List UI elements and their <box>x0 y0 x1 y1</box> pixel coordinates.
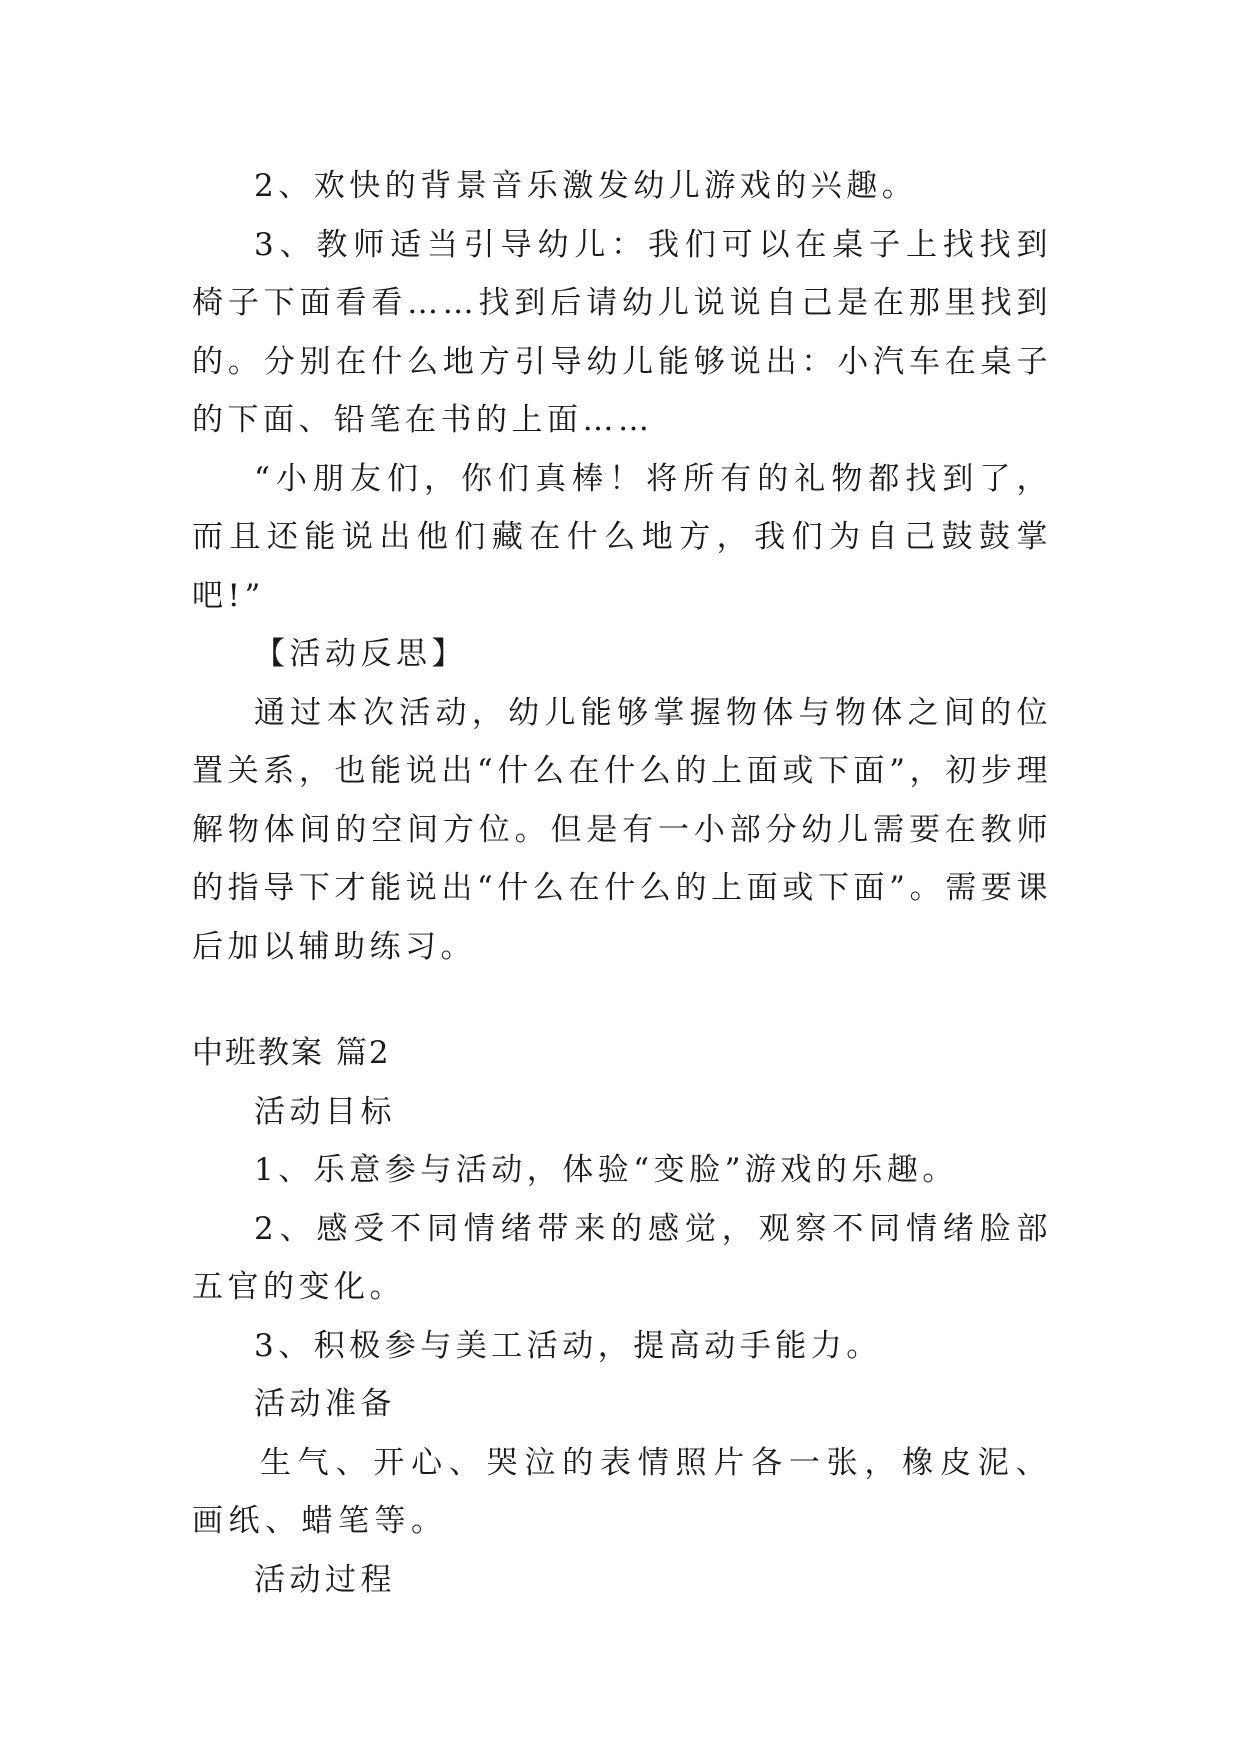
goal-item-1: 1、乐意参与活动，体验“变脸”游戏的乐趣。 <box>254 1152 958 1188</box>
activity-process-heading: 活动过程 <box>254 1561 396 1598</box>
activity-reflection-heading: 【活动反思】 <box>254 636 467 672</box>
activity-preparation-heading: 活动准备 <box>254 1386 396 1422</box>
paragraph-music: 2、欢快的背景音乐激发幼儿游戏的兴趣。 <box>254 168 918 204</box>
goal-item-3: 3、积极参与美工活动，提高动手能力。 <box>254 1327 882 1364</box>
activity-goals-heading: 活动目标 <box>254 1093 396 1130</box>
document-page <box>192 157 1052 1609</box>
paragraph-reflection: 通过本次活动，幼儿能够掌握物体与物体之间的位置关系，也能说出“什么在什么的上面或下面”，初步理解物体间的空间方位。但是有一小部分幼儿需要在教师的指导下才能说出“什么在什么的上面或下面”。需要课后加以辅助练习。 <box>192 694 1052 965</box>
section-heading: 中班教案 篇2 <box>192 1035 391 1071</box>
goal-item-2: 2、感受不同情绪带来的感觉，观察不同情绪脸部五官的变化。 <box>192 1210 1052 1305</box>
paragraph-teacher-guide: 3、教师适当引导幼儿：我们可以在桌子上找找到椅子下面看看……找到后请幼儿说说自己是在那里找到的。分别在什么地方引导幼儿能够说出：小汽车在桌子的下面、铅笔在书的上面…… <box>192 226 1052 438</box>
paragraph-praise-quote: “小朋友们，你们真棒！将所有的礼物都找到了，而且还能说出他们藏在什么地方，我们为自己鼓鼓掌吧!” <box>192 460 1052 614</box>
preparation-materials: 生气、开心、哭泣的表情照片各一张，橡皮泥、画纸、蜡笔等。 <box>192 1444 1052 1539</box>
